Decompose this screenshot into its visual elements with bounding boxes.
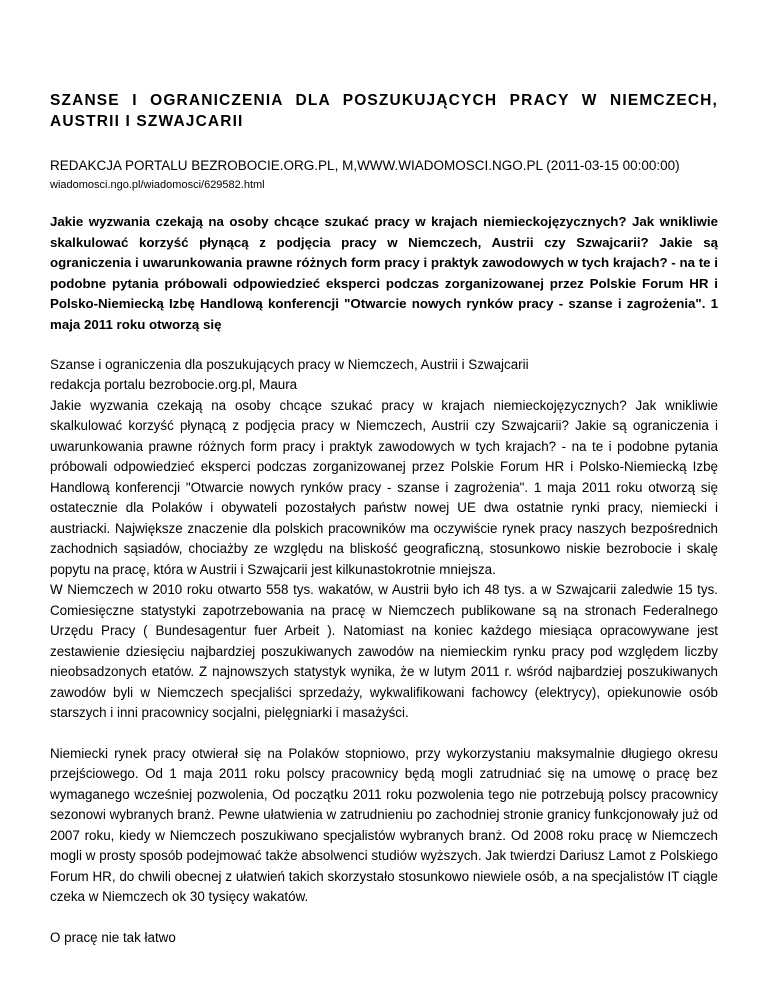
body-paragraph-2: W Niemczech w 2010 roku otwarto 558 tys. wakatów, w Austrii było ich 48 tys. a w Szwajcarii zaledwie 15 tys. Comiesięczne statystyki zapotrzebowania na pracę w Niemczech publikowane są na stronach Federalnego Urzędu Pracy ( Bundesagentur fuer Arbeit ). Natomiast na koniec każdego miesiąca opracowywane jest zestawienie dziesięciu najbardziej poszukiwanych zawodów na niemieckim rynku pracy pod względem liczby nieobsadzonych etatów. Z najnowszych statystyk wynika, że w lutym 2011 r. wśród najbardziej poszukiwanych zawodów byli w Niemczech specjaliści sprzedaży, wykwalifikowani fachowcy (elektrycy), opiekunowie osób starszych i inni pracownicy socjalni, pielęgniarki i masażyści.	[50, 582, 718, 721]
byline: REDAKCJA PORTALU BEZROBOCIE.ORG.PL, M,WWW.WIADOMOSCI.NGO.PL (2011-03-15 00:00:00)	[50, 158, 680, 173]
lead-paragraph: Jakie wyzwania czekają na osoby chcące szukać pracy w krajach niemieckojęzycznych? Jak wnikliwie skalkulować korzyść płynącą z podjęcia pracy w Niemczech, Austrii czy Szwajcarii? Jakie są ograniczenia i uwarunkowania prawne różnych form pracy i praktyk zawodowych w tych krajach? - na te i podobne pytania próbowali odpowiedzieć eksperci podczas zorganizowanej przez Polskie Forum HR i Polsko-Niemiecką Izbę Handlową konferencji "Otwarcie nowych rynków pracy - szanse i zagrożenia". 1 maja 2011 roku otworzą się	[50, 214, 718, 332]
repeat-author: redakcja portalu bezrobocie.org.pl, Maura	[50, 377, 298, 393]
body-paragraph-1: Jakie wyzwania czekają na osoby chcące szukać pracy w krajach niemieckojęzycznych? Jak wnikliwie skalkulować korzyść płynącą z podjęcia pracy w Niemczech, Austrii czy Szwajcarii? Jakie są ograniczenia i uwarunkowania prawne różnych form pracy i praktyk zawodowych w tych krajach? - na te i podobne pytania próbowali odpowiedzieć eksperci podczas zorganizowanej przez Polskie Forum HR i Polsko-Niemiecką Izbę Handlową konferencji "Otwarcie nowych rynków pracy - szanse i zagrożenia". 1 maja 2011 roku otworzą się ostatecznie dla Polaków i obywateli pozostałych państw nowej UE dwa ostatnie rynki pracy, niemiecki i austriacki. Największe znaczenie dla polskich pracowników ma oczywiście rynek pracy naszych bezpośrednich zachodnich sąsiadów, chociażby ze względu na bliskość geograficzną, stosunkowo niskie bezrobocie i skalę popytu na pracę, która w Austrii i Szwajcarii jest kilkunastokrotnie mniejsza.	[50, 397, 718, 577]
repeat-title: Szanse i ograniczenia dla poszukujących pracy w Niemczech, Austrii i Szwajcarii	[50, 356, 529, 372]
document-title: SZANSE I OGRANICZENIA DLA POSZUKUJĄCYCH PRACY W NIEMCZECH, AUSTRII I SZWAJCARII	[50, 92, 718, 130]
article-body-1	[50, 355, 718, 724]
article-body-2	[50, 744, 718, 908]
section-heading: O pracę nie tak łatwo	[50, 929, 176, 945]
body-paragraph-3: Niemiecki rynek pracy otwierał się na Polaków stopniowo, przy wykorzystaniu maksymalnie długiego okresu przejściowego. Od 1 maja 2011 roku polscy pracownicy będą mogli zatrudniać się na umowę o pracę bez wymaganego wcześniej pozwolenia, Od początku 2011 roku pozwolenia tego nie potrzebują polscy pracownicy sezonowi wybranych branż. Pewne ułatwienia w zatrudnieniu po zachodniej stronie granicy funkcjonowały już od 2007 roku, kiedy w Niemczech poszukiwano specjalistów wybranych branż. Od 2008 roku pracę w Niemczech mogli w prosty sposób podejmować także absolwenci studiów wyższych. Jak twierdzi Dariusz Lamot z Polskiego Forum HR, do chwili obecnej z ułatwień takich skorzystało stosunkowo niewiele osób, a na specjalistów IT ciągle czeka w Niemczech ok 30 tysięcy wakatów.	[50, 745, 718, 905]
source-url: wiadomosci.ngo.pl/wiadomosci/629582.html	[50, 179, 265, 191]
